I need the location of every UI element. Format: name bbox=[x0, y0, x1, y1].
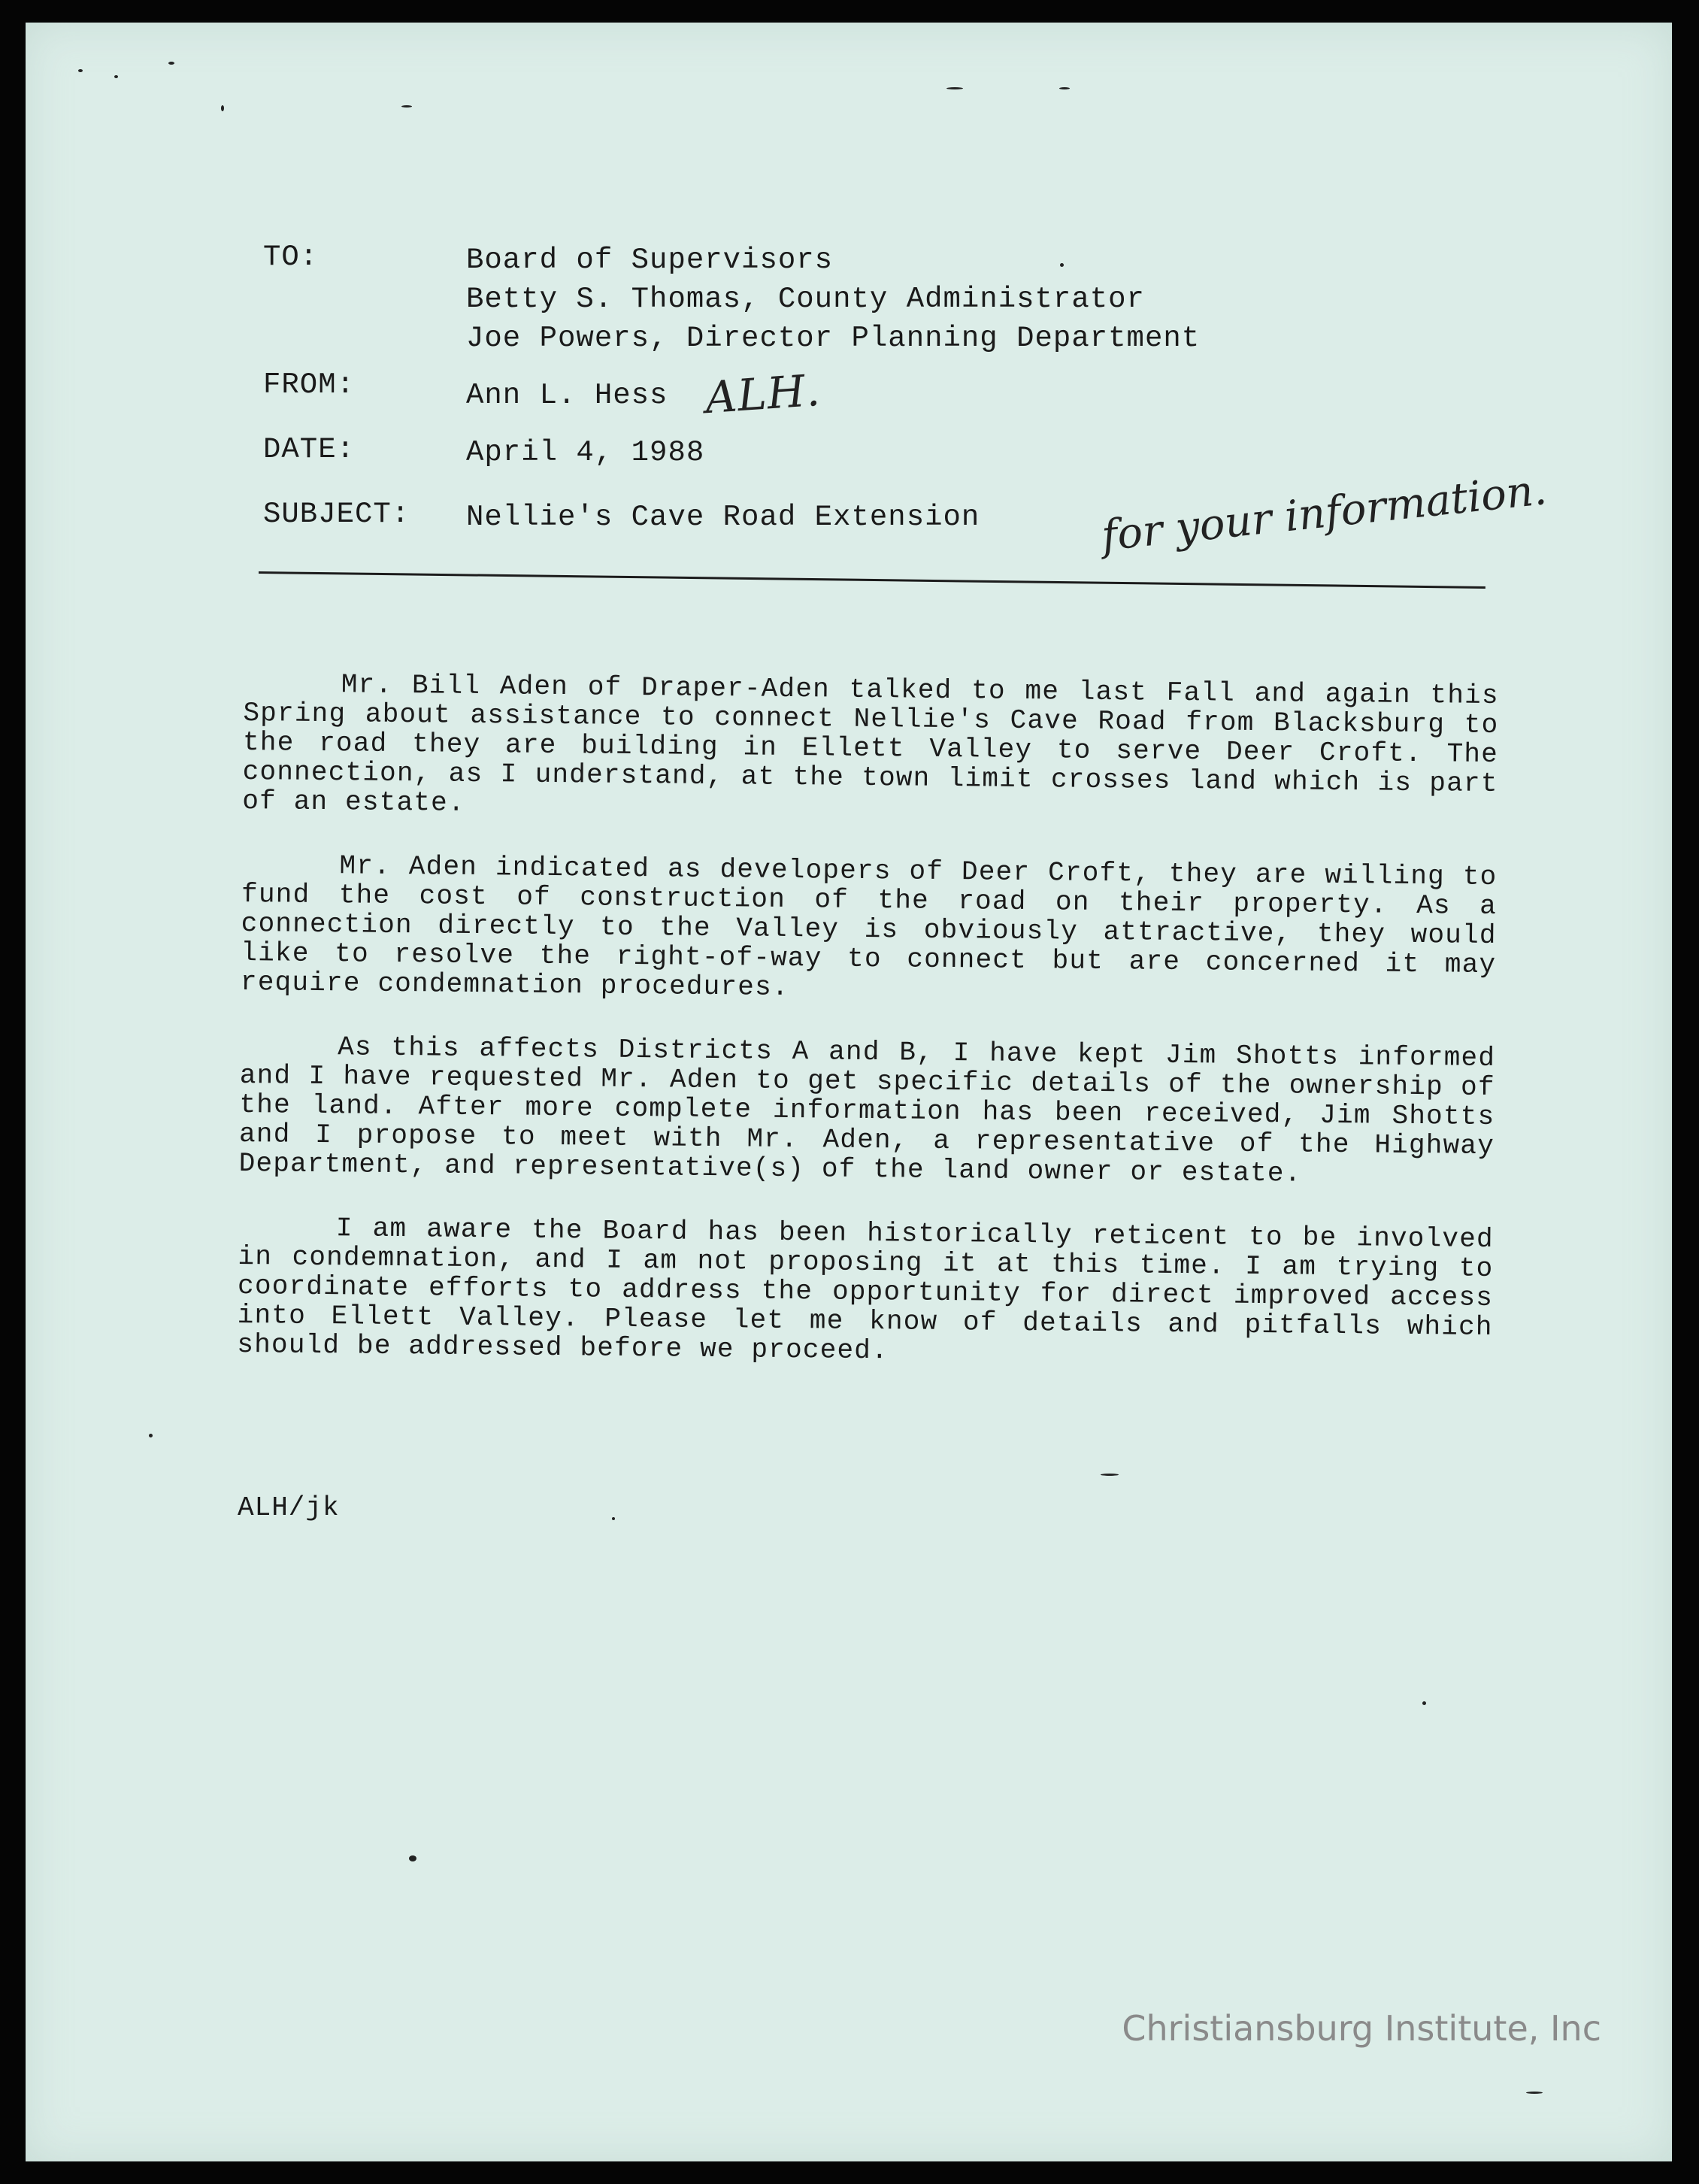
memo-to-line: Board of Supervisors bbox=[466, 244, 834, 277]
paper-speck bbox=[946, 87, 963, 89]
memo-subject-label: SUBJECT: bbox=[263, 498, 410, 531]
paper-speck bbox=[612, 1517, 615, 1520]
body-paragraph: Mr. Bill Aden of Draper-Aden talked to me last Fall and again this Spring about assistance to connect Nellie's Cave Road from Blacksburg to the road they are building in Ellett Valley to serve Deer Croft. The connection, as I understand, at the town limit crosses land which is part of an estate. bbox=[242, 669, 1499, 819]
memo-to-row bbox=[263, 241, 1541, 368]
body-paragraph: As this affects Districts A and B, I have kept Jim Shotts informed and I have requested Mr. Aden to get specific details of the ownership of the land. After more complete information has been received, Jim Shotts and I propose to meet with Mr. Aden, a representative of the Highway Department, and representative(s) of the land owner or estate. bbox=[238, 1031, 1496, 1189]
paper-speck bbox=[1101, 1474, 1119, 1476]
header-divider bbox=[259, 571, 1485, 589]
paper-speck bbox=[114, 75, 118, 78]
memo-to-line: Joe Powers, Director Planning Department bbox=[466, 322, 1201, 355]
memo-from-value: Ann L. Hess bbox=[466, 379, 668, 412]
memo-date-value: April 4, 1988 bbox=[466, 436, 705, 469]
memo-from-value-wrap bbox=[466, 364, 823, 424]
memo-to-recipients bbox=[466, 241, 1200, 358]
paper-speck bbox=[221, 105, 224, 111]
paper-speck bbox=[401, 105, 412, 108]
archive-watermark: Christiansburg Institute, Inc bbox=[1122, 2008, 1601, 2049]
memo-date-label: DATE: bbox=[263, 433, 356, 466]
memo-page bbox=[26, 23, 1672, 2161]
paper-speck bbox=[409, 1855, 416, 1861]
paper-speck bbox=[1422, 1701, 1426, 1705]
paper-speck bbox=[78, 69, 83, 72]
memo-to-label: TO: bbox=[263, 241, 319, 274]
paper-speck bbox=[149, 1434, 153, 1437]
paper-speck bbox=[1526, 2092, 1543, 2094]
memo-from-label: FROM: bbox=[263, 368, 356, 401]
body-paragraph: I am aware the Board has been historically reticent to be involved in condemnation, and I am not proposing it at this time. I am trying to coordinate efforts to address the opportunity for direct improved access into Ellett Valley. Please let me know of details and pitfalls which should be addressed before we proceed. bbox=[237, 1213, 1494, 1367]
memo-from-row bbox=[263, 364, 1541, 433]
body-paragraph: Mr. Aden indicated as developers of Deer Croft, they are willing to fund the cost of construction of the road on their property. As a connection directly to the Valley is obviously attractive, they would like to resolve the right-of-way to connect but are concerned it may require condemnation procedures. bbox=[240, 850, 1498, 1003]
paper-speck bbox=[1059, 87, 1070, 89]
handwritten-note: for your information. bbox=[1099, 465, 1549, 561]
memo-body bbox=[237, 669, 1499, 1406]
memo-to-line: Betty S. Thomas, County Administrator bbox=[466, 283, 1145, 316]
closing-initials: ALH/jk bbox=[238, 1492, 340, 1523]
paper-speck bbox=[168, 62, 174, 65]
memo-subject-value: Nellie's Cave Road Extension bbox=[466, 501, 980, 534]
handwritten-initials: ALH. bbox=[704, 364, 823, 424]
